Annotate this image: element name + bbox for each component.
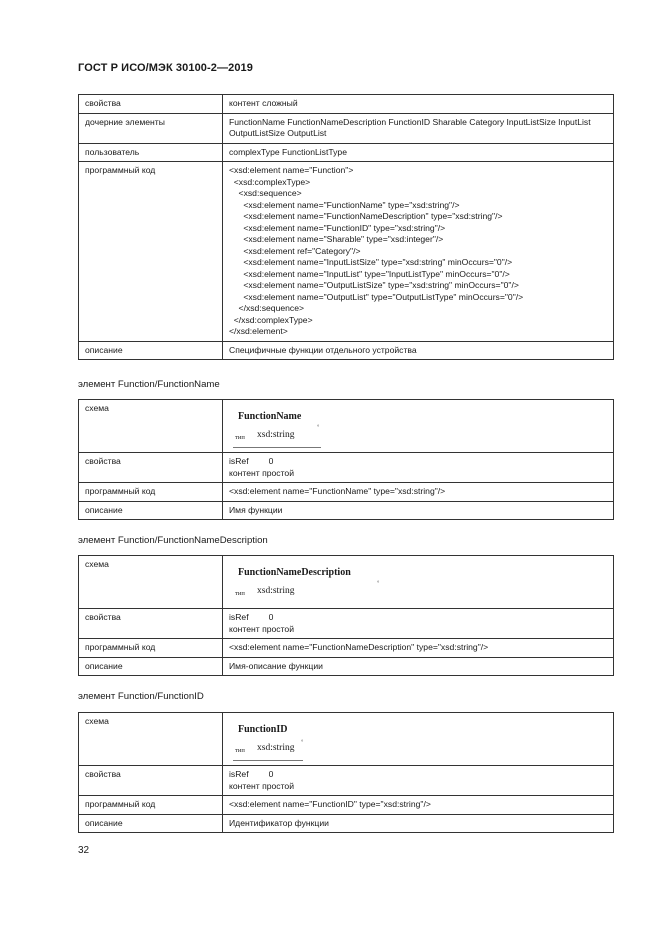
table-row (79, 713, 614, 766)
diagram-type-value: xsd:string (257, 586, 295, 596)
document-header: ГОСТ Р ИСО/МЭК 30100-2—2019 (78, 62, 253, 74)
row-value: контент сложный (223, 95, 614, 114)
table-row (79, 341, 614, 360)
description-value: Имя функции (223, 501, 614, 520)
row-key: описание (79, 341, 223, 360)
row-key: схема (79, 400, 223, 453)
row-value: complexType FunctionListType (223, 143, 614, 162)
row-key: свойства (79, 609, 223, 639)
table-row (79, 143, 614, 162)
table-row (79, 453, 614, 483)
content-type: контент простой (229, 467, 294, 478)
schema-diagram (223, 713, 614, 766)
table-row (79, 113, 614, 143)
code-block: <xsd:element name="Function"> <xsd:complexType> <xsd:sequence> <xsd:element name="FunctionName" type="xsd:string"/> <xsd:element name="FunctionNameDescription" type="xsd:string"/> <xsd:element name="FunctionID" type="xsd:string"/> <xsd:element name="Sharable" type="xsd:integer"/> <xsd:element ref="Category"/> <xsd:element name="InputListSize" type="xsd:string" minOccurs="0"/> <xsd:element name="InputList" type="InputListType" minOccurs="0"/> <xsd:element name="OutputListSize" type="xsd:string" minOccurs="0"/> <xsd:element name="OutputList" type="OutputListType" minOccurs="0"/> </xsd:sequence> </xsd:complexType> </xsd:element> (229, 165, 524, 337)
diagram-type-value: xsd:string (257, 430, 295, 440)
table-row (79, 400, 614, 453)
row-key: пользователь (79, 143, 223, 162)
function-element-table (78, 94, 614, 360)
diagram-mark: ° (301, 740, 304, 746)
diagram-type-value: xsd:string (257, 743, 295, 753)
row-key: описание (79, 657, 223, 676)
diagram-mark: ° (377, 581, 380, 587)
table-row (79, 162, 614, 342)
table-row (79, 483, 614, 502)
table-row (79, 639, 614, 658)
element-table (78, 399, 614, 520)
table-row (79, 609, 614, 639)
row-key: программный код (79, 483, 223, 502)
table-row (79, 95, 614, 114)
schema-diagram (223, 400, 614, 453)
diagram-mark: ° (317, 425, 320, 431)
row-key: свойства (79, 95, 223, 114)
row-key: программный код (79, 162, 223, 342)
code-value: <xsd:element name="FunctionNameDescription" type="xsd:string"/> (223, 639, 614, 658)
schema-diagram (223, 556, 614, 609)
diagram-type-label: тип (235, 747, 245, 754)
diagram-underline (233, 760, 303, 761)
row-key: свойства (79, 766, 223, 796)
row-key: схема (79, 556, 223, 609)
row-key: дочерние элементы (79, 113, 223, 143)
row-key: схема (79, 713, 223, 766)
diagram-element-name: FunctionID (238, 724, 288, 735)
row-value (223, 453, 614, 483)
isref-label: isRef (229, 769, 249, 779)
row-value (223, 766, 614, 796)
table-row (79, 501, 614, 520)
table-row (79, 766, 614, 796)
row-key: программный код (79, 796, 223, 815)
content-type: контент простой (229, 623, 294, 634)
element-table (78, 555, 614, 676)
section-title: элемент Function/FunctionID (78, 691, 204, 702)
row-value: Специфичные функции отдельного устройства (223, 341, 614, 360)
row-key: программный код (79, 639, 223, 658)
isref-value: 0 (268, 769, 274, 779)
row-key: описание (79, 501, 223, 520)
diagram-element-name: FunctionName (238, 411, 302, 422)
section-title: элемент Function/FunctionNameDescription (78, 535, 268, 546)
row-value: FunctionName FunctionNameDescription FunctionID Sharable Category InputListSize InputList OutputListSize OutputList (223, 113, 614, 143)
content-type: контент простой (229, 780, 294, 791)
code-value: <xsd:element name="FunctionID" type="xsd:string"/> (223, 796, 614, 815)
diagram-element-name: FunctionNameDescription (238, 567, 351, 578)
description-value: Имя-описание функции (223, 657, 614, 676)
isref-value: 0 (268, 456, 274, 466)
element-table (78, 712, 614, 833)
row-key: описание (79, 814, 223, 833)
row-value (223, 609, 614, 639)
table-row (79, 556, 614, 609)
page-number: 32 (78, 845, 90, 856)
diagram-underline (233, 447, 321, 448)
isref-value: 0 (268, 612, 274, 622)
section-title: элемент Function/FunctionName (78, 379, 220, 390)
row-key: свойства (79, 453, 223, 483)
table-row (79, 657, 614, 676)
diagram-type-label: тип (235, 590, 245, 597)
code-value: <xsd:element name="FunctionName" type="xsd:string"/> (223, 483, 614, 502)
diagram-type-label: тип (235, 434, 245, 441)
isref-label: isRef (229, 456, 249, 466)
isref-label: isRef (229, 612, 249, 622)
description-value: Идентификатор функции (223, 814, 614, 833)
row-value (223, 162, 614, 342)
table-row (79, 796, 614, 815)
table-row (79, 814, 614, 833)
